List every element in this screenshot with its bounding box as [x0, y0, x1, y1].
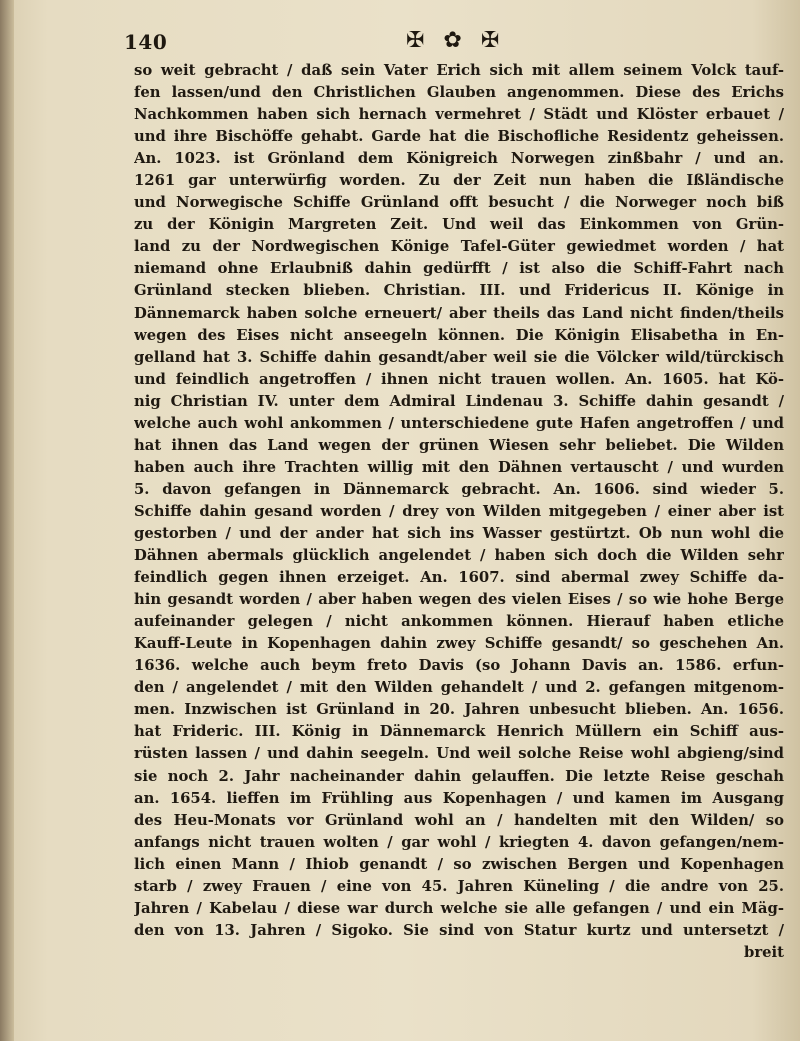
text-line: sie noch 2. Jahr nacheinander dahin gelauffen. Die letzte Reise geschah: [134, 767, 784, 785]
text-line: breit: [743, 943, 784, 961]
text-line: wegen des Eises nicht anseegeln können. Die Königin Elisabetha in En-: [134, 326, 784, 344]
text-line: hat Frideric. III. König in Dännemarck Henrich Müllern ein Schiff aus-: [134, 723, 784, 741]
text-line: gestorben / und der ander hat sich ins Wasser gestürtzt. Ob nun wohl die: [134, 524, 784, 542]
text-line: starb / zwey Frauen / eine von 45. Jahren Küneling / die andre von 25.: [134, 877, 784, 895]
page-header: [120, 26, 780, 60]
text-line: an. 1654. lieffen im Frühling aus Kopenhagen / und kamen im Ausgang: [134, 789, 784, 807]
text-line: nig Christian IV. unter dem Admiral Lindenau 3. Schiffe dahin gesandt /: [134, 392, 784, 410]
text-line: fen lassen/und den Christlichen Glauben angenommen. Diese des Erichs: [134, 84, 784, 102]
text-line: Dähnen abermals glücklich angelendet / haben sich doch die Wilden sehr: [134, 547, 784, 565]
body-text: [134, 60, 784, 964]
text-line: so weit gebracht / daß sein Vater Erich sich mit allem seinem Volck tauf-: [134, 62, 784, 79]
text-line: Nachkommen haben sich hernach vermehret / Städt und Klöster erbauet /: [134, 106, 784, 124]
text-line: des Heu-Monats vor Grünland wohl an / handelten mit den Wilden/ so: [134, 811, 784, 829]
text-line: zu der Königin Margreten Zeit. Und weil das Einkommen von Grün-: [134, 216, 784, 234]
text-line: haben auch ihre Trachten willig mit den Dähnen vertauscht / und wurden: [134, 458, 784, 476]
text-line: lich einen Mann / Ihiob genandt / so zwischen Bergen und Kopenhagen: [134, 855, 784, 873]
page-number: 140: [124, 30, 168, 54]
text-line: An. 1023. ist Grönland dem Königreich Norwegen zinßbahr / und an.: [134, 150, 784, 168]
text-line: den / angelendet / mit den Wilden gehandelt / und 2. gefangen mitgenom-: [134, 679, 784, 697]
text-line: 1261 gar unterwürfig worden. Zu der Zeit nun haben die Ißländische: [134, 172, 784, 190]
header-ornament: ✠ ✿ ✠: [406, 28, 506, 53]
text-line: Jahren / Kabelau / diese war durch welche sie alle gefangen / und ein Mäg-: [134, 899, 784, 917]
text-line: 5. davon gefangen in Dännemarck gebracht. An. 1606. sind wieder 5.: [134, 480, 784, 498]
text-line: anfangs nicht trauen wolten / gar wohl / kriegten 4. davon gefangen/nem-: [134, 833, 784, 851]
text-line: Schiffe dahin gesand worden / drey von Wilden mitgegeben / einer aber ist: [134, 502, 784, 520]
text-line: gelland hat 3. Schiffe dahin gesandt/aber weil sie die Völcker wild/türckisch: [134, 348, 784, 366]
text-line: feindlich gegen ihnen erzeiget. An. 1607. sind abermal zwey Schiffe da-: [134, 569, 784, 587]
text-line: aufeinander gelegen / nicht ankommen können. Hierauf haben etliche: [134, 613, 784, 631]
text-line: den von 13. Jahren / Sigoko. Sie sind von Statur kurtz und untersetzt /: [134, 921, 784, 939]
text-line: 1636. welche auch beym freto Davis (so Johann Davis an. 1586. erfun-: [134, 657, 784, 675]
text-line: Dännemarck haben solche erneuert/ aber theils das Land nicht finden/theils: [134, 304, 784, 322]
text-line: niemand ohne Erlaubniß dahin gedürfft / ist also die Schiff-Fahrt nach: [134, 260, 784, 278]
text-line: land zu der Nordwegischen Könige Tafel-Güter gewiedmet worden / hat: [134, 238, 784, 256]
text-line: hat ihnen das Land wegen der grünen Wiesen sehr beliebet. Die Wilden: [134, 436, 784, 454]
text-line: und feindlich angetroffen / ihnen nicht trauen wollen. An. 1605. hat Kö-: [134, 370, 784, 388]
text-line: rüsten lassen / und dahin seegeln. Und weil solche Reise wohl abgieng/sind: [134, 745, 784, 763]
text-line: und Norwegische Schiffe Grünland offt besucht / die Norweger noch biß: [134, 194, 784, 212]
text-line: men. Inzwischen ist Grünland in 20. Jahren unbesucht blieben. An. 1656.: [134, 701, 784, 719]
text-line: Grünland stecken blieben. Christian. III. und Fridericus II. Könige in: [134, 282, 784, 300]
text-line: welche auch wohl ankommen / unterschiedene gute Hafen angetroffen / und: [134, 414, 784, 432]
page-gutter: [0, 0, 14, 1041]
text-line: hin gesandt worden / aber haben wegen des vielen Eises / so wie hohe Berge: [134, 591, 784, 609]
text-line: Kauff-Leute in Kopenhagen dahin zwey Schiffe gesandt/ so geschehen An.: [134, 635, 784, 653]
text-line: und ihre Bischöffe gehabt. Garde hat die Bischofliche Residentz geheissen.: [134, 128, 784, 146]
